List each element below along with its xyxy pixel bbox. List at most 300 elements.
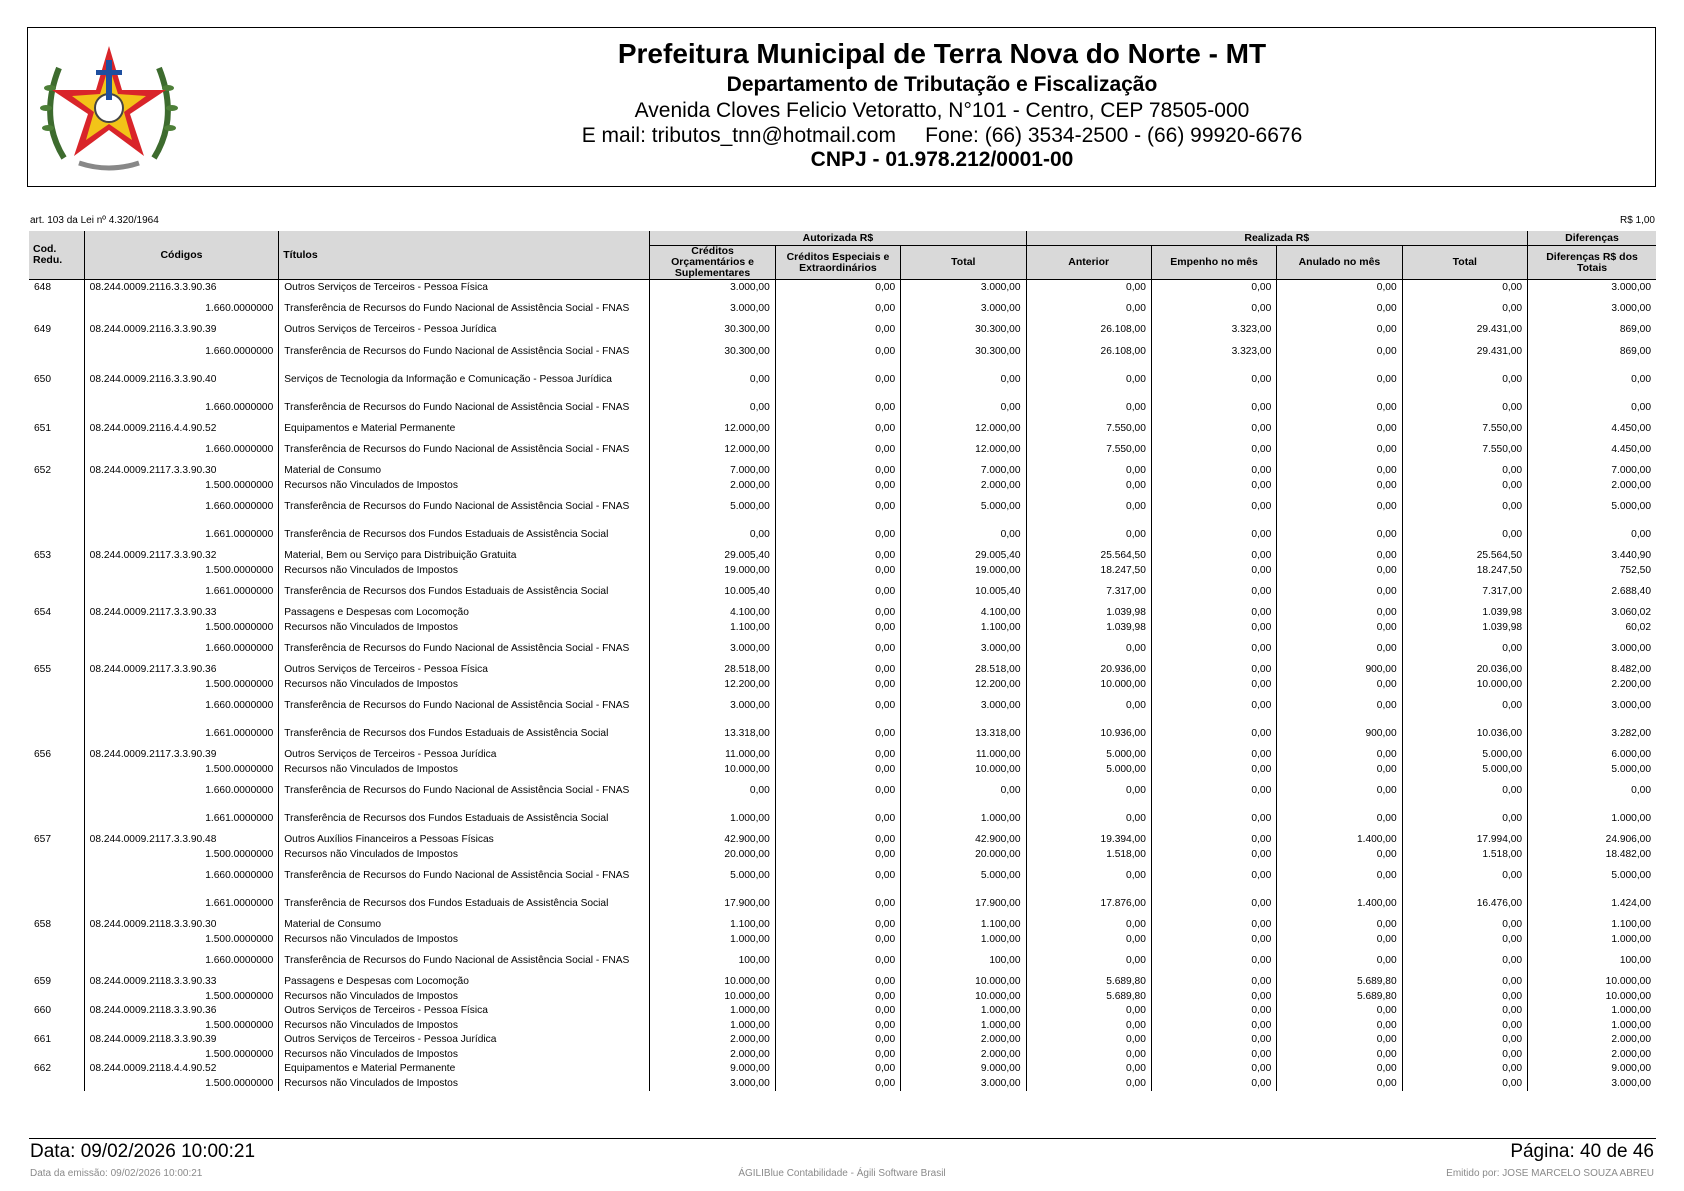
cell-anterior: 26.108,00 — [1026, 337, 1151, 365]
cell-diferenca: 869,00 — [1528, 323, 1656, 338]
cell-empenho: 3.323,00 — [1151, 323, 1276, 338]
table-row — [29, 521, 1656, 549]
cell-creditos-orc: 10.000,00 — [650, 975, 775, 990]
cell-cod-redu: 659 — [34, 976, 51, 988]
cell-codigo: 1.660.0000000 — [84, 692, 279, 720]
cell-creditos-orc: 13.318,00 — [650, 720, 775, 748]
cell-creditos-esp: 0,00 — [775, 1004, 900, 1019]
cell-creditos-orc: 28.518,00 — [650, 663, 775, 678]
cell-total-aut: 42.900,00 — [901, 833, 1026, 848]
cell-titulo: Serviços de Tecnologia da Informação e Comunicação - Pessoa Jurídica — [279, 365, 650, 393]
cell-total-aut: 1.000,00 — [901, 1018, 1026, 1033]
cell-creditos-esp: 0,00 — [775, 890, 900, 918]
cell-empenho: 0,00 — [1151, 365, 1276, 393]
cell-creditos-orc: 3.000,00 — [650, 692, 775, 720]
cell-creditos-orc: 100,00 — [650, 947, 775, 975]
cell-codigo: 1.660.0000000 — [84, 295, 279, 323]
cell-empenho: 0,00 — [1151, 847, 1276, 862]
cell-anulado: 0,00 — [1277, 918, 1402, 933]
cell-anulado: 0,00 — [1277, 478, 1402, 493]
cell-creditos-orc: 2.000,00 — [650, 478, 775, 493]
cell-total-real: 0,00 — [1402, 1047, 1527, 1062]
cell-anulado: 0,00 — [1277, 777, 1402, 805]
cell-anterior: 0,00 — [1026, 464, 1151, 479]
cell-diferenca: 1.000,00 — [1528, 932, 1656, 947]
cell-empenho: 0,00 — [1151, 295, 1276, 323]
cell-empenho: 0,00 — [1151, 578, 1276, 606]
cell-anterior: 19.394,00 — [1026, 833, 1151, 848]
cell-total-real: 5.000,00 — [1402, 762, 1527, 777]
cell-total-real: 0,00 — [1402, 1062, 1527, 1077]
cell-codigo: 08.244.0009.2118.3.3.90.33 — [84, 975, 279, 990]
cell-total-aut: 5.000,00 — [901, 862, 1026, 890]
cell-creditos-esp: 0,00 — [775, 280, 900, 295]
cell-diferenca: 869,00 — [1528, 337, 1656, 365]
table-row — [29, 1018, 1656, 1033]
cell-creditos-esp: 0,00 — [775, 720, 900, 748]
cell-total-real: 0,00 — [1402, 464, 1527, 479]
cell-creditos-orc: 9.000,00 — [650, 1062, 775, 1077]
cell-total-aut: 3.000,00 — [901, 692, 1026, 720]
cell-creditos-esp: 0,00 — [775, 421, 900, 436]
cell-creditos-esp: 0,00 — [775, 975, 900, 990]
cell-cod-redu — [29, 635, 84, 663]
cell-creditos-esp: 0,00 — [775, 295, 900, 323]
cell-creditos-esp: 0,00 — [775, 1076, 900, 1091]
cell-diferenca: 1.000,00 — [1528, 805, 1656, 833]
cell-anulado: 0,00 — [1277, 862, 1402, 890]
page-title: Prefeitura Municipal de Terra Nova do Norte - MT — [617, 38, 1267, 69]
cell-total-aut: 13.318,00 — [901, 720, 1026, 748]
table-row — [29, 1004, 1656, 1019]
cell-total-real: 0,00 — [1402, 692, 1527, 720]
cell-creditos-orc: 3.000,00 — [650, 280, 775, 295]
cell-cod-redu — [29, 521, 84, 549]
cell-diferenca: 4.450,00 — [1528, 436, 1656, 464]
cell-anulado: 0,00 — [1277, 365, 1402, 393]
cell-empenho: 0,00 — [1151, 918, 1276, 933]
cell-codigo: 08.244.0009.2118.4.4.90.52 — [84, 1062, 279, 1077]
cell-cod-redu: 650 — [34, 373, 51, 385]
cell-empenho: 0,00 — [1151, 777, 1276, 805]
cell-anulado: 0,00 — [1277, 521, 1402, 549]
cell-anterior: 0,00 — [1026, 521, 1151, 549]
cell-creditos-esp: 0,00 — [775, 932, 900, 947]
cell-titulo: Transferência de Recursos do Fundo Nacional de Assistência Social - FNAS — [279, 692, 650, 720]
cell-diferenca: 2.200,00 — [1528, 677, 1656, 692]
cell-total-aut: 7.000,00 — [901, 464, 1026, 479]
cell-cod-redu — [29, 932, 84, 947]
cell-total-aut: 3.000,00 — [901, 280, 1026, 295]
cell-creditos-esp: 0,00 — [775, 663, 900, 678]
cell-anterior: 1.039,98 — [1026, 606, 1151, 621]
table-row — [29, 890, 1656, 918]
cell-codigo: 1.661.0000000 — [84, 521, 279, 549]
cell-anterior: 0,00 — [1026, 295, 1151, 323]
cell-total-aut: 1.000,00 — [901, 805, 1026, 833]
cell-total-real: 0,00 — [1402, 1076, 1527, 1091]
cell-codigo: 1.660.0000000 — [84, 635, 279, 663]
table-row — [29, 1076, 1656, 1091]
cell-titulo: Recursos não Vinculados de Impostos — [279, 847, 650, 862]
cell-diferenca: 8.482,00 — [1528, 663, 1656, 678]
cell-titulo: Transferência de Recursos do Fundo Nacional de Assistência Social - FNAS — [279, 777, 650, 805]
cell-anterior: 0,00 — [1026, 478, 1151, 493]
cell-total-real: 1.039,98 — [1402, 620, 1527, 635]
cell-codigo: 1.500.0000000 — [84, 989, 279, 1004]
footer-divider — [29, 1138, 1656, 1139]
table-row — [29, 762, 1656, 777]
cell-cod-redu — [29, 890, 84, 918]
table-row — [29, 620, 1656, 635]
cell-empenho: 0,00 — [1151, 989, 1276, 1004]
cell-creditos-orc: 4.100,00 — [650, 606, 775, 621]
cell-codigo: 08.244.0009.2118.3.3.90.30 — [84, 918, 279, 933]
cell-anterior: 10.936,00 — [1026, 720, 1151, 748]
report-header — [27, 27, 1656, 187]
cell-titulo: Recursos não Vinculados de Impostos — [279, 1018, 650, 1033]
cell-anterior: 18.247,50 — [1026, 563, 1151, 578]
cell-total-real: 0,00 — [1402, 393, 1527, 421]
cell-codigo: 08.244.0009.2116.3.3.90.40 — [84, 365, 279, 393]
cell-total-real: 29.431,00 — [1402, 337, 1527, 365]
cell-cod-redu: 660 — [34, 1005, 51, 1017]
cell-codigo: 1.661.0000000 — [84, 578, 279, 606]
cell-creditos-esp: 0,00 — [775, 493, 900, 521]
cell-creditos-orc: 1.100,00 — [650, 918, 775, 933]
cnpj: CNPJ - 01.978.212/0001-00 — [810, 148, 1074, 171]
cell-anterior: 0,00 — [1026, 393, 1151, 421]
cell-anulado: 0,00 — [1277, 563, 1402, 578]
cell-total-real: 0,00 — [1402, 1018, 1527, 1033]
table-row — [29, 337, 1656, 365]
cell-anulado: 0,00 — [1277, 280, 1402, 295]
cell-empenho: 0,00 — [1151, 1033, 1276, 1048]
cell-creditos-esp: 0,00 — [775, 1062, 900, 1077]
cell-codigo: 08.244.0009.2117.3.3.90.32 — [84, 549, 279, 564]
cell-creditos-esp: 0,00 — [775, 677, 900, 692]
cell-empenho: 0,00 — [1151, 833, 1276, 848]
cell-total-real: 17.994,00 — [1402, 833, 1527, 848]
cell-creditos-orc: 0,00 — [650, 777, 775, 805]
cell-cod-redu — [29, 578, 84, 606]
cell-total-real: 0,00 — [1402, 1033, 1527, 1048]
cell-anulado: 0,00 — [1277, 578, 1402, 606]
cell-total-aut: 12.000,00 — [901, 436, 1026, 464]
cell-creditos-orc: 1.000,00 — [650, 1018, 775, 1033]
cell-anulado: 0,00 — [1277, 677, 1402, 692]
cell-anulado: 0,00 — [1277, 847, 1402, 862]
cell-creditos-esp: 0,00 — [775, 847, 900, 862]
cell-empenho: 0,00 — [1151, 762, 1276, 777]
cell-creditos-orc: 5.000,00 — [650, 862, 775, 890]
cell-total-aut: 2.000,00 — [901, 1047, 1026, 1062]
cell-cod-redu — [29, 947, 84, 975]
cell-empenho: 0,00 — [1151, 393, 1276, 421]
cell-creditos-esp: 0,00 — [775, 606, 900, 621]
cell-creditos-orc: 1.000,00 — [650, 805, 775, 833]
cell-anterior: 0,00 — [1026, 493, 1151, 521]
cell-empenho: 0,00 — [1151, 521, 1276, 549]
cell-codigo: 1.500.0000000 — [84, 1047, 279, 1062]
table-row — [29, 975, 1656, 990]
cell-titulo: Recursos não Vinculados de Impostos — [279, 1047, 650, 1062]
cell-codigo: 1.500.0000000 — [84, 620, 279, 635]
cell-cod-redu — [29, 295, 84, 323]
cell-cod-redu: 662 — [34, 1063, 51, 1075]
table-row — [29, 493, 1656, 521]
cell-codigo: 1.500.0000000 — [84, 1076, 279, 1091]
cell-total-aut: 28.518,00 — [901, 663, 1026, 678]
cell-total-real: 20.036,00 — [1402, 663, 1527, 678]
cell-total-aut: 1.100,00 — [901, 620, 1026, 635]
cell-cod-redu: 651 — [34, 422, 51, 434]
cell-total-aut: 1.000,00 — [901, 1004, 1026, 1019]
cell-cod-redu — [29, 337, 84, 365]
cell-empenho: 0,00 — [1151, 932, 1276, 947]
cell-codigo: 1.500.0000000 — [84, 563, 279, 578]
cell-empenho: 0,00 — [1151, 805, 1276, 833]
cell-anulado: 900,00 — [1277, 720, 1402, 748]
cell-anterior: 0,00 — [1026, 635, 1151, 663]
cell-anterior: 0,00 — [1026, 280, 1151, 295]
cell-cod-redu — [29, 1047, 84, 1062]
cell-diferenca: 0,00 — [1528, 365, 1656, 393]
col-creditos-especiais: Créditos Especiais e Extraordinários — [775, 246, 900, 280]
cell-anterior: 0,00 — [1026, 1076, 1151, 1091]
cell-creditos-esp: 0,00 — [775, 918, 900, 933]
cell-cod-redu — [29, 620, 84, 635]
table-row — [29, 365, 1656, 393]
cell-total-real: 0,00 — [1402, 295, 1527, 323]
cell-anulado: 0,00 — [1277, 549, 1402, 564]
cell-total-real: 10.036,00 — [1402, 720, 1527, 748]
cell-cod-redu — [29, 762, 84, 777]
cell-creditos-orc: 3.000,00 — [650, 1076, 775, 1091]
cell-empenho: 0,00 — [1151, 1018, 1276, 1033]
cell-total-real: 0,00 — [1402, 989, 1527, 1004]
col-titulos: Títulos — [279, 231, 650, 280]
cell-total-real: 18.247,50 — [1402, 563, 1527, 578]
cell-diferenca: 10.000,00 — [1528, 989, 1656, 1004]
cell-creditos-esp: 0,00 — [775, 393, 900, 421]
cell-total-real: 16.476,00 — [1402, 890, 1527, 918]
cell-diferenca: 7.000,00 — [1528, 464, 1656, 479]
cell-anulado: 0,00 — [1277, 337, 1402, 365]
cell-total-aut: 0,00 — [901, 521, 1026, 549]
table-row — [29, 436, 1656, 464]
table-row — [29, 692, 1656, 720]
cell-anulado: 0,00 — [1277, 421, 1402, 436]
cell-total-aut: 29.005,40 — [901, 549, 1026, 564]
cell-diferenca: 10.000,00 — [1528, 975, 1656, 990]
cell-diferenca: 9.000,00 — [1528, 1062, 1656, 1077]
cell-titulo: Recursos não Vinculados de Impostos — [279, 478, 650, 493]
cell-codigo: 1.660.0000000 — [84, 337, 279, 365]
cell-cod-redu: 658 — [34, 919, 51, 931]
cell-anterior: 0,00 — [1026, 918, 1151, 933]
cell-creditos-esp: 0,00 — [775, 692, 900, 720]
cell-creditos-orc: 17.900,00 — [650, 890, 775, 918]
cell-diferenca: 2.000,00 — [1528, 478, 1656, 493]
cell-anterior: 0,00 — [1026, 692, 1151, 720]
cell-creditos-esp: 0,00 — [775, 337, 900, 365]
cell-cod-redu: 648 — [34, 281, 51, 293]
cell-cod-redu: 655 — [34, 664, 51, 676]
cell-cod-redu — [29, 692, 84, 720]
cell-creditos-esp: 0,00 — [775, 1018, 900, 1033]
cell-total-real: 7.550,00 — [1402, 421, 1527, 436]
cell-codigo: 08.244.0009.2117.3.3.90.30 — [84, 464, 279, 479]
cell-diferenca: 5.000,00 — [1528, 862, 1656, 890]
cell-creditos-esp: 0,00 — [775, 777, 900, 805]
cell-anterior: 10.000,00 — [1026, 677, 1151, 692]
cell-codigo: 1.660.0000000 — [84, 777, 279, 805]
cell-empenho: 0,00 — [1151, 635, 1276, 663]
cell-total-aut: 4.100,00 — [901, 606, 1026, 621]
cell-cod-redu — [29, 393, 84, 421]
cell-cod-redu: 657 — [34, 834, 51, 846]
cell-cod-redu: 652 — [34, 465, 51, 477]
cell-total-aut: 3.000,00 — [901, 635, 1026, 663]
cell-anterior: 0,00 — [1026, 947, 1151, 975]
cell-creditos-orc: 2.000,00 — [650, 1033, 775, 1048]
cell-creditos-esp: 0,00 — [775, 549, 900, 564]
cell-cod-redu: 661 — [34, 1034, 51, 1046]
cell-cod-redu — [29, 436, 84, 464]
cell-anulado: 900,00 — [1277, 663, 1402, 678]
cell-total-real: 7.550,00 — [1402, 436, 1527, 464]
cell-diferenca: 3.282,00 — [1528, 720, 1656, 748]
cell-anulado: 0,00 — [1277, 606, 1402, 621]
cell-titulo: Outros Serviços de Terceiros - Pessoa Jurídica — [279, 323, 650, 338]
cell-anulado: 0,00 — [1277, 635, 1402, 663]
cell-anterior: 25.564,50 — [1026, 549, 1151, 564]
cell-codigo: 08.244.0009.2117.3.3.90.48 — [84, 833, 279, 848]
cell-empenho: 0,00 — [1151, 1076, 1276, 1091]
table-row — [29, 478, 1656, 493]
cell-total-real: 5.000,00 — [1402, 748, 1527, 763]
cell-total-real: 1.039,98 — [1402, 606, 1527, 621]
cell-anterior: 0,00 — [1026, 932, 1151, 947]
cell-anulado: 0,00 — [1277, 932, 1402, 947]
cell-anterior: 26.108,00 — [1026, 323, 1151, 338]
cell-anulado: 1.400,00 — [1277, 890, 1402, 918]
cell-total-aut: 1.000,00 — [901, 932, 1026, 947]
cell-creditos-orc: 12.000,00 — [650, 436, 775, 464]
cell-creditos-esp: 0,00 — [775, 436, 900, 464]
cell-total-real: 0,00 — [1402, 635, 1527, 663]
cell-anterior: 17.876,00 — [1026, 890, 1151, 918]
cell-codigo: 1.661.0000000 — [84, 720, 279, 748]
cell-codigo: 08.244.0009.2117.3.3.90.39 — [84, 748, 279, 763]
cell-codigo: 08.244.0009.2116.3.3.90.36 — [84, 280, 279, 295]
cell-anulado: 0,00 — [1277, 692, 1402, 720]
cell-titulo: Transferência de Recursos do Fundo Nacional de Assistência Social - FNAS — [279, 295, 650, 323]
col-anulado: Anulado no mês — [1277, 246, 1402, 280]
cell-titulo: Outros Serviços de Terceiros - Pessoa Física — [279, 280, 650, 295]
cell-empenho: 0,00 — [1151, 478, 1276, 493]
cell-anterior: 20.936,00 — [1026, 663, 1151, 678]
cell-creditos-orc: 1.100,00 — [650, 620, 775, 635]
cell-empenho: 0,00 — [1151, 563, 1276, 578]
cell-creditos-orc: 42.900,00 — [650, 833, 775, 848]
cell-diferenca: 3.000,00 — [1528, 692, 1656, 720]
cell-empenho: 0,00 — [1151, 890, 1276, 918]
cell-diferenca: 6.000,00 — [1528, 748, 1656, 763]
cell-cod-redu: 649 — [34, 324, 51, 336]
cell-creditos-esp: 0,00 — [775, 762, 900, 777]
cell-creditos-esp: 0,00 — [775, 947, 900, 975]
cell-codigo: 1.500.0000000 — [84, 677, 279, 692]
table-row — [29, 677, 1656, 692]
cell-cod-redu — [29, 1076, 84, 1091]
cell-total-aut: 3.000,00 — [901, 1076, 1026, 1091]
cell-titulo: Equipamentos e Material Permanente — [279, 1062, 650, 1077]
cell-creditos-esp: 0,00 — [775, 365, 900, 393]
cell-cod-redu: 653 — [34, 550, 51, 562]
table-row — [29, 323, 1656, 338]
cell-empenho: 0,00 — [1151, 720, 1276, 748]
table-row — [29, 805, 1656, 833]
currency-unit: R$ 1,00 — [1619, 215, 1655, 226]
cell-anterior: 5.689,80 — [1026, 975, 1151, 990]
cell-creditos-esp: 0,00 — [775, 748, 900, 763]
cell-total-aut: 20.000,00 — [901, 847, 1026, 862]
cell-total-aut: 19.000,00 — [901, 563, 1026, 578]
cell-codigo: 1.660.0000000 — [84, 947, 279, 975]
cell-cod-redu — [29, 805, 84, 833]
cell-empenho: 0,00 — [1151, 947, 1276, 975]
table-row — [29, 295, 1656, 323]
table-row — [29, 393, 1656, 421]
table-row — [29, 1047, 1656, 1062]
cell-total-real: 0,00 — [1402, 862, 1527, 890]
col-total-realizada: Total — [1402, 246, 1527, 280]
cell-creditos-orc: 29.005,40 — [650, 549, 775, 564]
law-reference: art. 103 da Lei nº 4.320/1964 — [30, 215, 159, 226]
cell-codigo: 1.500.0000000 — [84, 847, 279, 862]
cell-cod-redu: 654 — [34, 607, 51, 619]
cell-total-aut: 2.000,00 — [901, 1033, 1026, 1048]
cell-anulado: 0,00 — [1277, 1047, 1402, 1062]
cell-total-aut: 0,00 — [901, 777, 1026, 805]
table-row — [29, 833, 1656, 848]
cell-anterior: 5.689,80 — [1026, 989, 1151, 1004]
cell-diferenca: 3.000,00 — [1528, 1076, 1656, 1091]
cell-total-aut: 10.005,40 — [901, 578, 1026, 606]
cell-creditos-orc: 19.000,00 — [650, 563, 775, 578]
cell-diferenca: 3.440,90 — [1528, 549, 1656, 564]
cell-total-real: 25.564,50 — [1402, 549, 1527, 564]
cell-titulo: Recursos não Vinculados de Impostos — [279, 1076, 650, 1091]
table-row — [29, 606, 1656, 621]
cell-total-real: 0,00 — [1402, 918, 1527, 933]
cell-codigo: 1.500.0000000 — [84, 1018, 279, 1033]
cell-creditos-esp: 0,00 — [775, 620, 900, 635]
cell-diferenca: 24.906,00 — [1528, 833, 1656, 848]
cell-titulo: Transferência de Recursos do Fundo Nacional de Assistência Social - FNAS — [279, 947, 650, 975]
cell-diferenca: 752,50 — [1528, 563, 1656, 578]
cell-total-real: 0,00 — [1402, 975, 1527, 990]
cell-total-aut: 3.000,00 — [901, 295, 1026, 323]
cell-anulado: 0,00 — [1277, 393, 1402, 421]
cell-titulo: Material de Consumo — [279, 464, 650, 479]
cell-titulo: Recursos não Vinculados de Impostos — [279, 677, 650, 692]
cell-cod-redu — [29, 989, 84, 1004]
contact-info: E mail: tributos_tnn@hotmail.com Fone: (66) 3534-2500 - (66) 99920-6676 — [581, 124, 1303, 147]
cell-cod-redu — [29, 1018, 84, 1033]
